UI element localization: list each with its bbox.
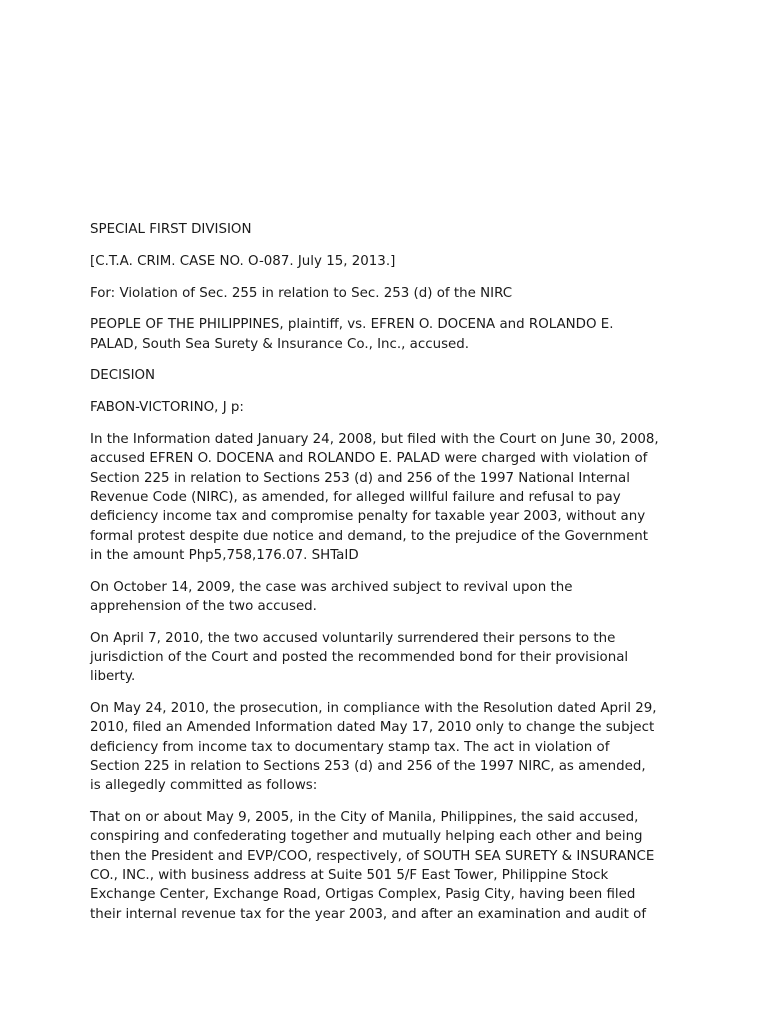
division-heading: SPECIAL FIRST DIVISION	[90, 222, 252, 237]
body-paragraph-3: On April 7, 2010, the two accused voluntarily surrendered their persons to the jurisdiction of the Court and posted the recommended bond for their provisional liberty.	[90, 630, 629, 685]
body-paragraph-5: That on or about May 9, 2005, in the City of Manila, Philippines, the said accused, conspiring and confederating together and mutually helping each other and being then the President and EVP/COO, respectively, of SOUTH SEA SURETY & INSURANCE CO., INC., with business address at Suite 501 5/F East Tower, Philippine Stock Exchange Center, Exchange Road, Ortigas Complex, Pasig City, having been filed their internal revenue tax for the year 2003, and after an examination and audit of	[90, 810, 655, 922]
case-number: [C.T.A. CRIM. CASE NO. O-087. July 15, 2013.]	[90, 253, 396, 269]
document-page	[90, 220, 680, 936]
case-subject: For: Violation of Sec. 255 in relation to Sec. 253 (d) of the NIRC	[90, 285, 513, 301]
case-parties: PEOPLE OF THE PHILIPPINES, plaintiff, vs. EFREN O. DOCENA and ROLANDO E. PALAD, South Sea Surety & Insurance Co., Inc., accused.	[90, 317, 614, 352]
body-paragraph-2: On October 14, 2009, the case was archived subject to revival upon the apprehension of the two accused.	[90, 579, 573, 614]
body-paragraph-1: In the Information dated January 24, 2008, but filed with the Court on June 30, 2008, accused EFREN O. DOCENA and ROLANDO E. PALAD were charged with violation of Section 225 in relation to Sections 253 (d) and 256 of the 1997 National Internal Revenue Code (NIRC), as amended, for alleged willful failure and refusal to pay deficiency income tax and compromise penalty for taxable year 2003, without any formal protest despite due notice and demand, to the prejudice of the Government in the amount Php5,758,176.07. SHTaID	[90, 432, 659, 563]
decision-heading: DECISION	[90, 368, 156, 384]
ponente: FABON-VICTORINO, J p:	[90, 400, 244, 416]
body-paragraph-4: On May 24, 2010, the prosecution, in compliance with the Resolution dated April 29, 2010, filed an Amended Information dated May 17, 2010 only to change the subject deficiency from income tax to documentary stamp tax. The act in violation of Section 225 in relation to Sections 253 (d) and 256 of the 1997 NIRC, as amended, is allegedly committed as follows:	[90, 701, 657, 794]
